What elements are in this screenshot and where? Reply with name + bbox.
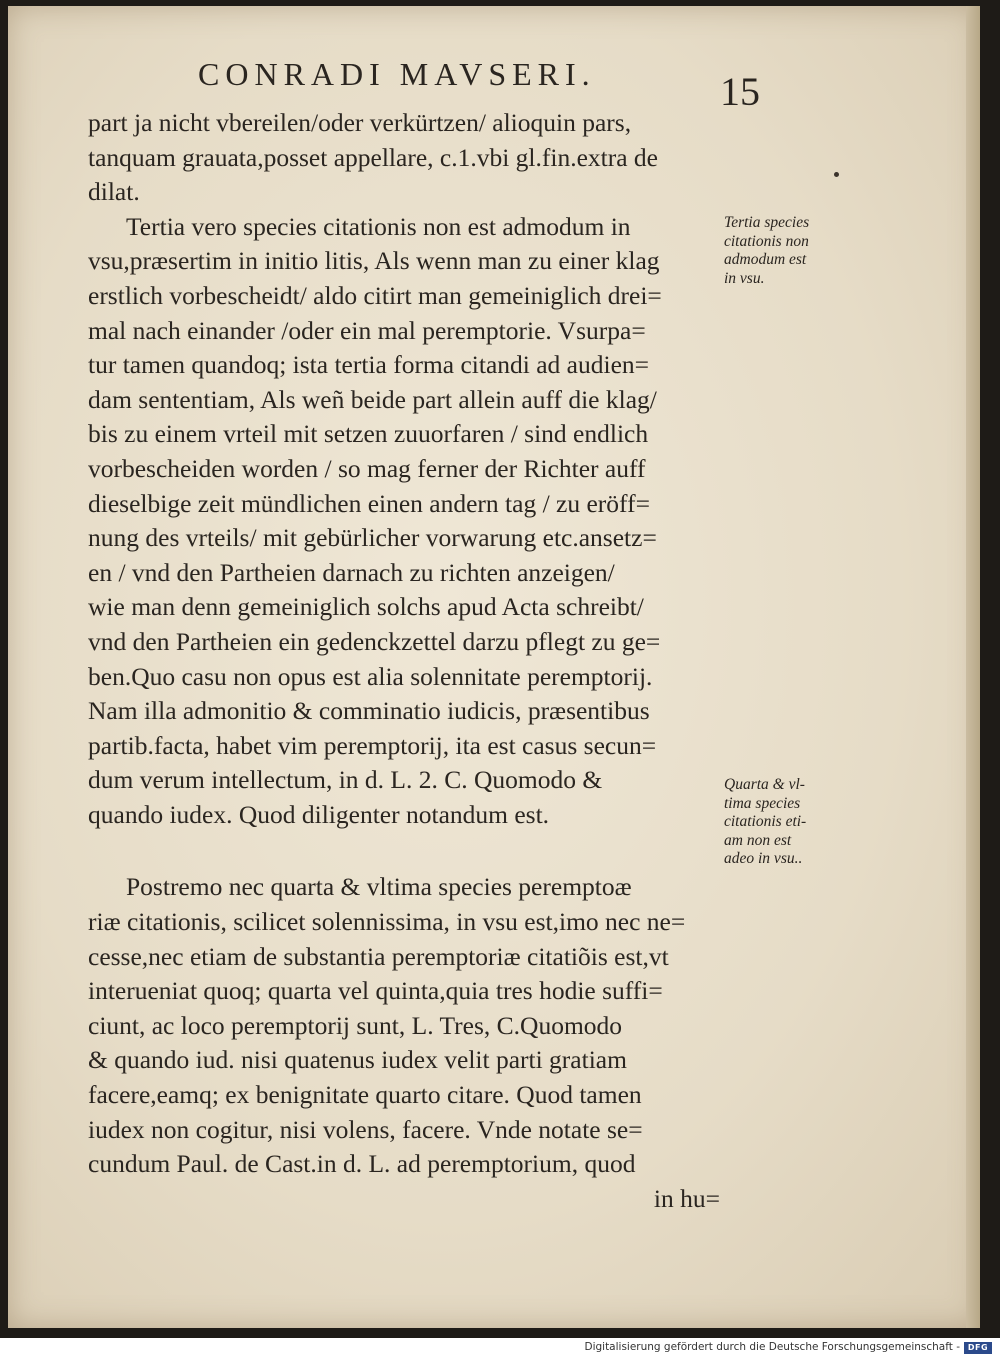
note-line: adeo in vsu.. bbox=[724, 850, 803, 867]
book-page bbox=[8, 6, 980, 1328]
text-line: facere,eamq; ex benignitate quarto citare. Quod tamen bbox=[88, 1080, 642, 1110]
text-line: cesse,nec etiam de substantia peremptoriæ citatiõis est,vt bbox=[88, 941, 669, 971]
text-line: ben.Quo casu non opus est alia solennitate peremptorij. bbox=[88, 661, 653, 691]
text-line: en / vnd den Partheien darnach zu richten anzeigen/ bbox=[88, 557, 615, 587]
text-line: interueniat quoq; quarta vel quinta,quia tres hodie suffi= bbox=[88, 976, 663, 1006]
text-line: vorbescheiden worden / so mag ferner der Richter auff bbox=[88, 453, 646, 483]
note-line: tima species bbox=[724, 794, 801, 812]
note-line: Quarta & vl- bbox=[724, 776, 805, 793]
text-line: tur tamen quandoq; ista tertia forma citandi ad audien= bbox=[88, 350, 650, 380]
dfg-logo: DFG bbox=[964, 1342, 992, 1354]
note-line: Tertia species bbox=[724, 214, 810, 231]
text-line: bis zu einem vrteil mit setzen zuuorfaren / sind endlich bbox=[88, 419, 649, 449]
paragraph-1 bbox=[88, 106, 720, 210]
paragraph-gap bbox=[88, 832, 720, 870]
note-line: am non est bbox=[724, 831, 792, 849]
note-line: admodum est bbox=[724, 251, 807, 268]
text-line: Nam illa admonitio & comminatio iudicis, præsentibus bbox=[88, 696, 650, 726]
footer-bar bbox=[0, 1338, 1000, 1358]
text-line: dieselbige zeit mündlichen einen andern tag / zu eröff= bbox=[88, 488, 650, 518]
text-line: Tertia vero species citationis non est admodum in bbox=[126, 211, 631, 241]
paragraph-2 bbox=[88, 210, 720, 833]
text-line: dilat. bbox=[88, 177, 140, 207]
text-line: dam sententiam, Als weñ beide part allein auff die klag/ bbox=[88, 384, 657, 414]
note-line: citationis eti- bbox=[724, 813, 807, 830]
text-line: vnd den Partheien ein gedenckzettel darzu pflegt zu ge= bbox=[88, 626, 661, 656]
page-edge bbox=[966, 6, 980, 1328]
main-text bbox=[88, 106, 720, 1216]
text-line: quando iudex. Quod diligenter notandum est. bbox=[88, 799, 550, 829]
text-line: tanquam grauata,posset appellare, c.1.vbi gl.fin.extra de bbox=[88, 142, 658, 172]
text-line: wie man denn gemeiniglich solchs apud Acta schreibt/ bbox=[88, 592, 644, 622]
text-line: dum verum intellectum, in d. L. 2. C. Quomodo & bbox=[88, 765, 603, 795]
text-line: erstlich vorbescheidt/ aldo citirt man gemeiniglich drei= bbox=[88, 280, 662, 310]
text-line: iudex non cogitur, nisi volens, facere. Vnde notate se= bbox=[88, 1114, 643, 1144]
text-line: Postremo nec quarta & vltima species peremptoæ bbox=[126, 872, 632, 902]
note-line: citationis non bbox=[724, 232, 809, 250]
text-line: riæ citationis, scilicet solennissima, in vsu est,imo nec ne= bbox=[88, 907, 686, 937]
text-line: vsu,præsertim in initio litis, Als wenn man zu einer klag bbox=[88, 246, 660, 276]
text-line: nung des vrteils/ mit gebürlicher vorwarung etc.ansetz= bbox=[88, 523, 657, 553]
text-line: & quando iud. nisi quatenus iudex velit parti gratiam bbox=[88, 1045, 627, 1075]
text-line: cundum Paul. de Cast.in d. L. ad peremptorium, quod bbox=[88, 1149, 636, 1179]
ink-dot bbox=[834, 172, 839, 177]
funding-credit: Digitalisierung gefördert durch die Deutsche Forschungsgemeinschaft - bbox=[584, 1341, 960, 1353]
text-line: partib.facta, habet vim peremptorij, ita est casus secun= bbox=[88, 730, 657, 760]
marginal-note-2 bbox=[724, 776, 854, 869]
page-number: 15 bbox=[720, 69, 760, 114]
note-line: in vsu. bbox=[724, 269, 765, 287]
running-title: CONRADI MAVSERI. bbox=[198, 56, 596, 92]
catchword: in hu= bbox=[653, 1183, 720, 1213]
text-line: part ja nicht vbereilen/oder verkürtzen/ alioquin pars, bbox=[88, 108, 632, 137]
paragraph-3 bbox=[88, 870, 720, 1216]
text-line: ciunt, ac loco peremptorij sunt, L. Tres, C.Quomodo bbox=[88, 1010, 623, 1040]
marginal-note-1 bbox=[724, 214, 854, 288]
text-line: mal nach einander /oder ein mal peremptorie. Vsurpa= bbox=[88, 315, 646, 345]
